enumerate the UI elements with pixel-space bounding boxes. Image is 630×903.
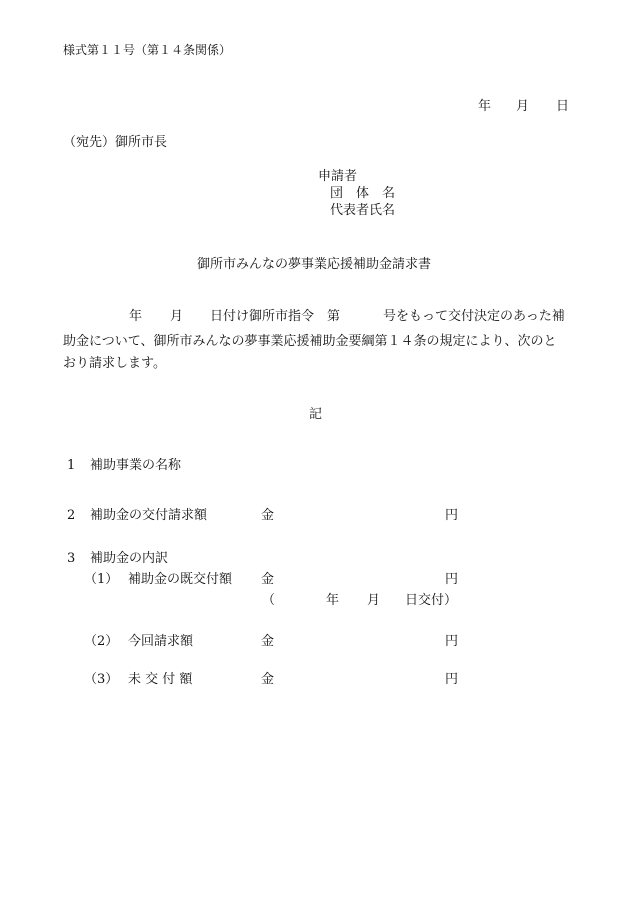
- item3-label: 補助金の内訳: [90, 551, 169, 566]
- sub2-label: 今回請求額: [128, 634, 194, 649]
- form-number: 様式第１１号（第１４条関係）: [63, 43, 232, 57]
- addressee: （宛先）御所市長: [63, 135, 168, 150]
- date-month: 月: [516, 99, 530, 114]
- body-line1-rest: 号をもって交付決定のあった補: [383, 309, 565, 324]
- sub1-label: 補助金の既交付額: [128, 572, 233, 587]
- body-year: 年: [129, 309, 143, 324]
- applicant-representative: 代表者氏名: [330, 203, 396, 218]
- item2-yen: 円: [445, 508, 459, 523]
- body-line3: おり請求します。: [63, 356, 166, 371]
- body-month: 月: [170, 309, 184, 324]
- sub3-kin: 金: [261, 672, 275, 687]
- ki-heading: 記: [309, 407, 323, 422]
- sub1-month: 月: [367, 593, 381, 608]
- sub1-day-close: 日交付）: [405, 593, 458, 608]
- sub3-num: （3）: [84, 672, 119, 687]
- sub3-label: 未 交 付 額: [128, 672, 193, 687]
- date-day: 日: [556, 99, 570, 114]
- document-title: 御所市みんなの夢事業応援補助金請求書: [197, 257, 432, 272]
- sub1-year: 年: [326, 593, 340, 608]
- sub3-yen: 円: [445, 672, 459, 687]
- item2-num: 2: [67, 508, 76, 523]
- sub2-kin: 金: [261, 634, 275, 649]
- body-line2: 助金について、御所市みんなの夢事業応援補助金要綱第１４条の規定により、次のと: [63, 334, 557, 349]
- item2-kin: 金: [261, 508, 275, 523]
- sub1-num: （1）: [84, 572, 119, 587]
- sub1-yen: 円: [445, 572, 459, 587]
- item3-num: 3: [67, 551, 76, 566]
- sub1-kin: 金: [261, 572, 275, 587]
- sub2-num: （2）: [84, 634, 119, 649]
- applicant-org-name: 団 体 名: [330, 186, 396, 201]
- item2-label: 補助金の交付請求額: [90, 508, 208, 523]
- sub2-yen: 円: [445, 634, 459, 649]
- body-day-ref: 日付け御所市指令 第: [210, 309, 341, 324]
- sub1-paren-open: （: [262, 593, 276, 608]
- item1-label: 補助事業の名称: [90, 458, 182, 473]
- applicant-label: 申請者: [318, 169, 358, 184]
- item1-num: 1: [67, 458, 76, 473]
- date-year: 年: [478, 99, 492, 114]
